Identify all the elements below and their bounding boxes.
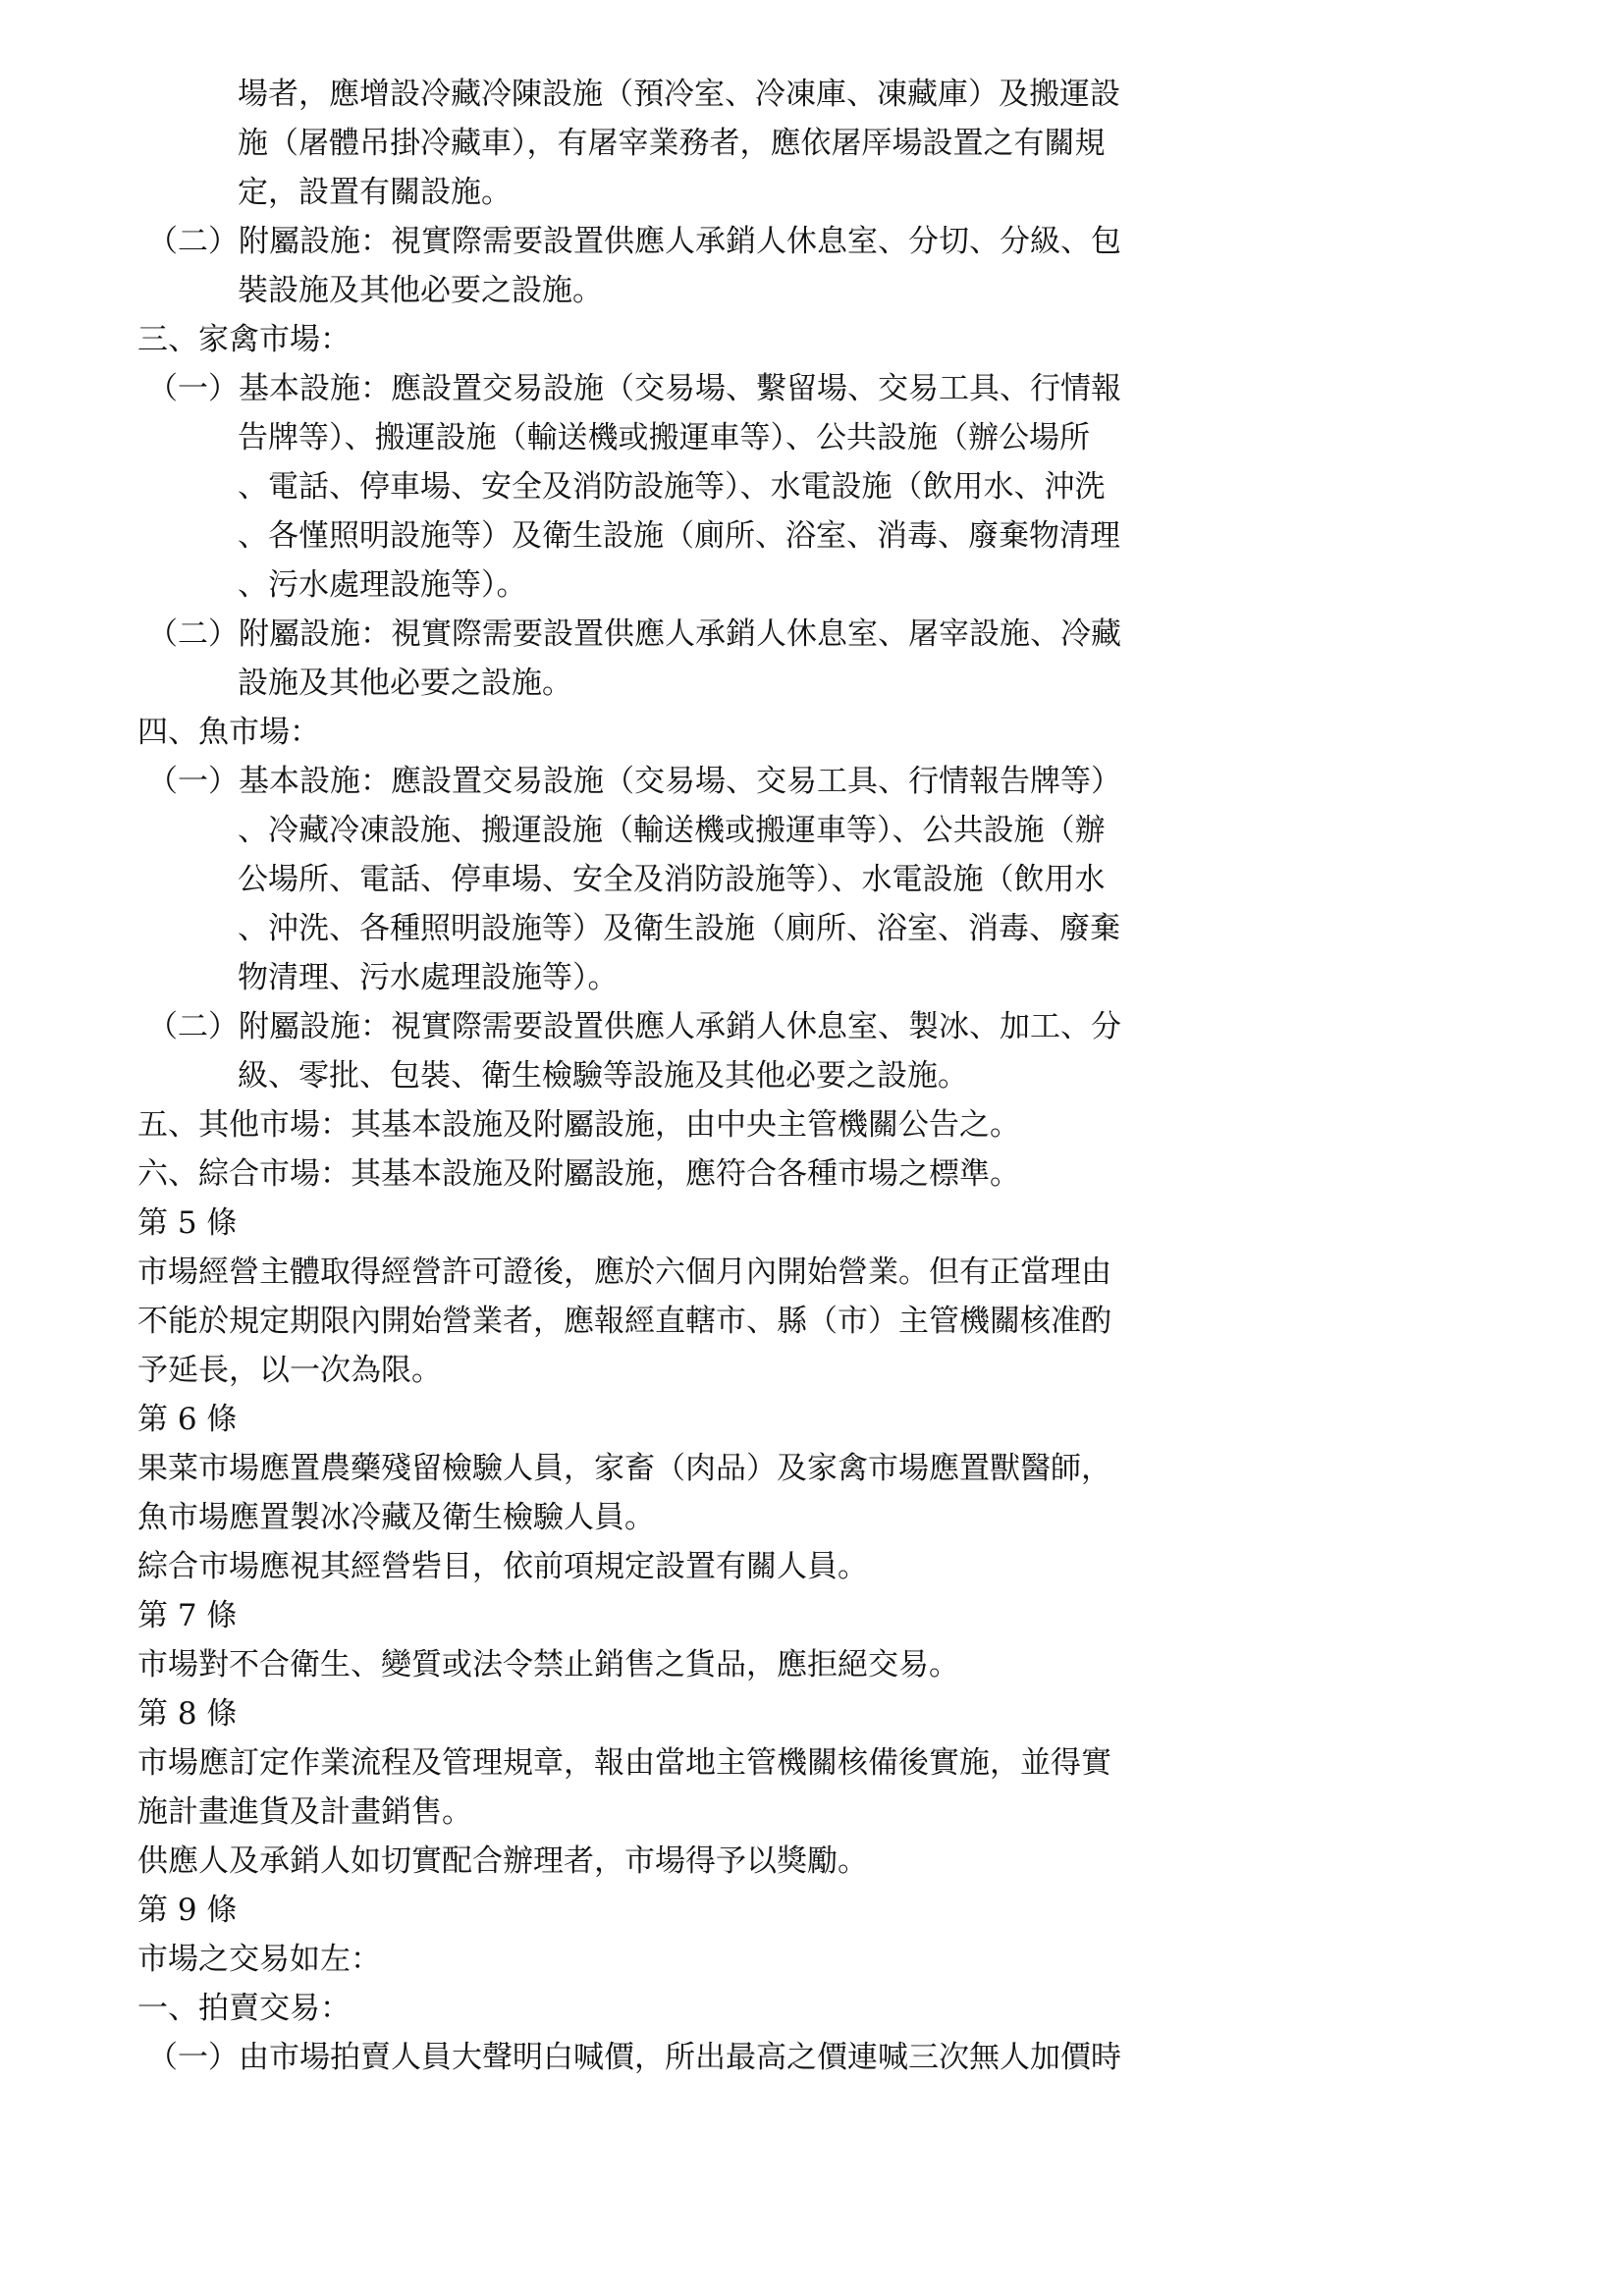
text-line: 施計畫進貨及計畫銷售。 (137, 1794, 472, 1830)
text-line: （二）附屬設施：視實際需要設置供應人承銷人休息室、屠宰設施、冷藏 (147, 616, 1121, 652)
text-line: 、沖洗、各種照明設施等）及衛生設施（廁所、浴室、消毒、廢棄 (238, 911, 1120, 946)
text-line: （二）附屬設施：視實際需要設置供應人承銷人休息室、分切、分級、包 (147, 224, 1121, 259)
text-line: 、各慬照明設施等）及衛生設施（廁所、浴室、消毒、廢棄物清理 (238, 518, 1120, 554)
text-line: 級、零批、包裝、衛生檢驗等設施及其他必要之設施。 (238, 1058, 968, 1094)
section-heading: 四、魚市場： (137, 715, 320, 750)
text-line: 五、其他市場：其基本設施及附屬設施，由中央主管機關公告之。 (137, 1107, 1020, 1143)
text-line: 、電話、停車場、安全及消防設施等）、水電設施（飲用水、沖洗 (238, 469, 1106, 505)
text-line: 市場經營主體取得經營許可證後，應於六個月內開始營業。但有正當理由 (137, 1255, 1111, 1290)
text-line: （一）基本設施：應設置交易設施（交易場、交易工具、行情報告牌等） (147, 764, 1121, 799)
text-line: 公場所、電話、停車場、安全及消防設施等）、水電設施（飲用水 (238, 862, 1106, 897)
text-line: 六、綜合市場：其基本設施及附屬設施，應符合各種市場之標準。 (137, 1156, 1020, 1192)
text-line: 、污水處理設施等）。 (238, 567, 527, 603)
text-line: 綜合市場應視其經營砦目，依前項規定設置有關人員。 (137, 1549, 868, 1584)
text-line: 場者，應增設冷藏冷陳設施（預冷室、冷凍庫、凍藏庫）及搬運設 (238, 77, 1120, 112)
text-line: （一）由市場拍賣人員大聲明白喊價，所出最高之價連喊三次無人加價時 (147, 2040, 1121, 2075)
article-heading: 第 9 條 (137, 1893, 238, 1928)
text-line: 裝設施及其他必要之設施。 (238, 273, 603, 308)
text-line: 告牌等）、搬運設施（輸送機或搬運車等）、公共設施（辦公場所 (238, 420, 1090, 455)
article-heading: 第 7 條 (137, 1598, 238, 1633)
section-heading: 三、家禽市場： (137, 322, 351, 357)
text-line: 市場之交易如左： (137, 1942, 381, 1977)
text-line: 予延長，以一次為限。 (137, 1353, 442, 1388)
text-line: 果菜市場應置農藥殘留檢驗人員，家畜（肉品）及家禽市場應置獸醫師， (137, 1451, 1111, 1486)
text-line: （二）附屬設施：視實際需要設置供應人承銷人休息室、製冰、加工、分 (147, 1009, 1121, 1044)
article-heading: 第 5 條 (137, 1205, 238, 1241)
article-heading: 第 8 條 (137, 1696, 238, 1732)
text-line: 設施及其他必要之設施。 (238, 666, 572, 701)
text-line: 物清理、污水處理設施等）。 (238, 960, 619, 995)
text-line: 施（屠體吊掛冷藏車），有屠宰業務者，應依屠厗場設置之有關規 (238, 126, 1106, 161)
text-line: 定，設置有關設施。 (238, 175, 512, 210)
text-line: （一）基本設施：應設置交易設施（交易場、繫留場、交易工具、行情報 (147, 371, 1121, 406)
text-line: 市場對不合衛生、變質或法令禁止銷售之貨品，應拒絕交易。 (137, 1647, 959, 1682)
text-line: 供應人及承銷人如切實配合辦理者，市場得予以獎勵。 (137, 1843, 868, 1879)
text-line: 、冷藏冷凍設施、搬運設施（輸送機或搬運車等）、公共設施（辦 (238, 813, 1106, 848)
section-heading: 一、拍賣交易： (137, 1991, 351, 2026)
text-line: 不能於規定期限內開始營業者，應報經直轄市、縣（市）主管機關核准酌 (137, 1304, 1111, 1339)
text-line: 市場應訂定作業流程及管理規章，報由當地主管機關核備後實施，並得實 (137, 1745, 1111, 1781)
article-heading: 第 6 條 (137, 1402, 238, 1437)
text-line: 魚市場應置製冰冷藏及衛生檢驗人員。 (137, 1500, 655, 1535)
